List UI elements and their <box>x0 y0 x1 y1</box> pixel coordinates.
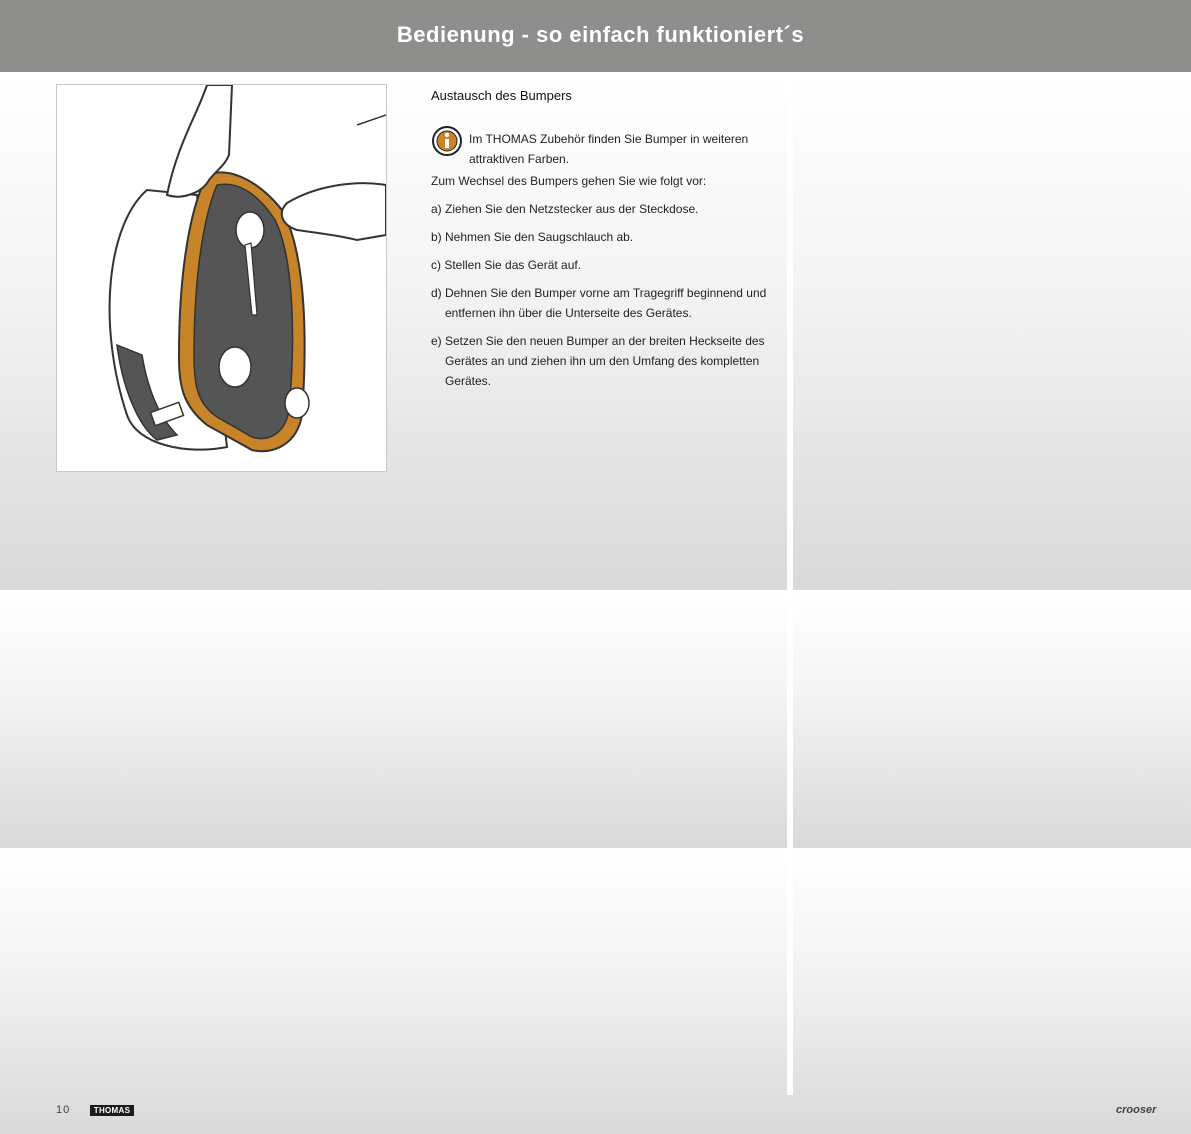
page-number: 10 <box>56 1104 71 1116</box>
brand-logo: crooser <box>1116 1104 1157 1116</box>
content-band-middle <box>0 590 1191 848</box>
intro-text: Zum Wechsel des Bumpers gehen Sie wie folgt vor: <box>431 174 707 188</box>
column-divider <box>787 80 793 1095</box>
section-title: Austausch des Bumpers <box>431 88 572 103</box>
page-title: Bedienung - so einfach funktioniert´s <box>396 22 805 47</box>
instruction-column <box>431 88 776 399</box>
step-c: c) Stellen Sie das Gerät auf. <box>431 258 582 272</box>
step-d: d) Dehnen Sie den Bumper vorne am Tragegriff beginnend und entfernen ihn über die Unterseite des Gerätes. <box>431 286 767 320</box>
vacuum-bumper-drawing <box>57 85 386 471</box>
info-icon <box>431 125 463 157</box>
step-b: b) Nehmen Sie den Saugschlauch ab. <box>431 230 634 244</box>
step-e: e) Setzen Sie den neuen Bumper an der breiten Heckseite des Gerätes an und ziehen ihn um den Umfang des kompletten Gerätes. <box>431 334 765 388</box>
info-note <box>431 125 776 165</box>
info-text: Im THOMAS Zubehör finden Sie Bumper in weiteren attraktiven Farben. <box>469 132 749 166</box>
content-band-bottom <box>0 848 1191 1134</box>
bumper-illustration <box>56 84 387 472</box>
step-a: a) Ziehen Sie den Netzstecker aus der Steckdose. <box>431 202 699 216</box>
thomas-logo: THOMAS <box>90 1105 134 1116</box>
